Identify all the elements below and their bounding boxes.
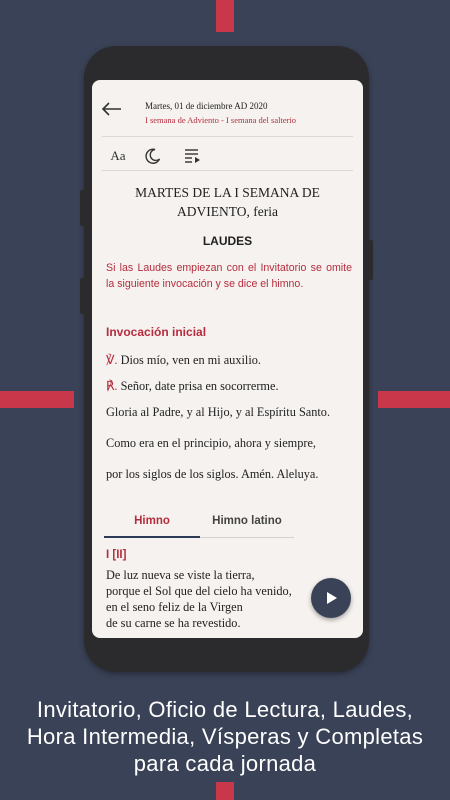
section-title: Invocación inicial xyxy=(106,325,207,339)
hymn-line-1: De luz nueva se viste la tierra, xyxy=(106,568,255,582)
rubric-text: Si las Laudes empiezan con el Invitatorio se omite la siguiente invocación y se dice el himno. xyxy=(106,262,352,290)
response-text: Señor, date prisa en socorrerme. xyxy=(120,379,279,393)
promo-caption-line-2: Hora Intermedia, Vísperas y Completas xyxy=(26,724,424,749)
accent-bar-top xyxy=(216,0,234,32)
versicle xyxy=(106,353,352,368)
hymn-line-2: porque el Sol que del cielo ha venido, xyxy=(106,584,292,598)
hymn-line-3: en el seno feliz de la Virgen xyxy=(106,600,243,614)
accent-bar-right xyxy=(378,391,450,408)
header-divider xyxy=(102,136,353,137)
hymn-number: I [II] xyxy=(106,549,127,561)
promo-caption-line-1: Invitatorio, Oficio de Lectura, Laudes, xyxy=(36,697,414,722)
day-title xyxy=(104,183,351,221)
tab-himno[interactable]: Himno xyxy=(134,515,170,527)
play-audio-button[interactable] xyxy=(311,578,351,618)
office-title: LAUDES xyxy=(202,234,253,248)
day-title-line2: ADVIENTO, feria xyxy=(177,204,278,219)
response-mark: ℟. xyxy=(106,379,118,393)
phone-power-button xyxy=(368,240,373,280)
back-arrow-icon[interactable] xyxy=(100,100,124,118)
night-mode-button[interactable] xyxy=(142,146,164,166)
night-mode-icon xyxy=(144,147,162,165)
tab-baseline xyxy=(200,537,294,538)
accent-bar-bottom xyxy=(216,782,234,800)
phone-volume-down-button xyxy=(80,278,85,314)
toolbar-divider xyxy=(102,170,353,171)
gloria-line-1: Gloria al Padre, y al Hijo, y al Espíritu Santo. xyxy=(106,405,331,419)
text-size-icon: Aa xyxy=(110,148,126,163)
promo-caption-line-3: para cada jornada xyxy=(133,751,317,776)
accent-bar-left xyxy=(0,391,74,408)
app-screen xyxy=(92,80,363,638)
phone-volume-up-button xyxy=(80,190,85,226)
text-size-button[interactable] xyxy=(107,146,129,166)
audio-playlist-button[interactable] xyxy=(182,146,204,166)
gloria-line-3: por los siglos de los siglos. Amén. Aleluya. xyxy=(106,467,319,481)
response xyxy=(106,379,352,394)
gloria-line-2: Como era en el principio, ahora y siempre, xyxy=(106,436,317,450)
versicle-mark: ℣. xyxy=(106,353,118,367)
liturgical-week-label: I semana de Adviento - I semana del salterio xyxy=(145,115,297,125)
tab-himno-latino[interactable]: Himno latino xyxy=(212,515,282,527)
versicle-text: Dios mío, ven en mi auxilio. xyxy=(120,353,261,367)
hymn-tabs xyxy=(104,506,294,538)
hymn-line-4: de su carne se ha revestido. xyxy=(106,616,241,630)
date-label: Martes, 01 de diciembre AD 2020 xyxy=(145,101,268,111)
playlist-play-icon xyxy=(184,148,202,164)
app-header xyxy=(92,80,363,136)
active-tab-indicator xyxy=(104,536,200,538)
play-icon xyxy=(323,590,339,606)
day-title-line1: MARTES DE LA I SEMANA DE xyxy=(135,185,320,200)
